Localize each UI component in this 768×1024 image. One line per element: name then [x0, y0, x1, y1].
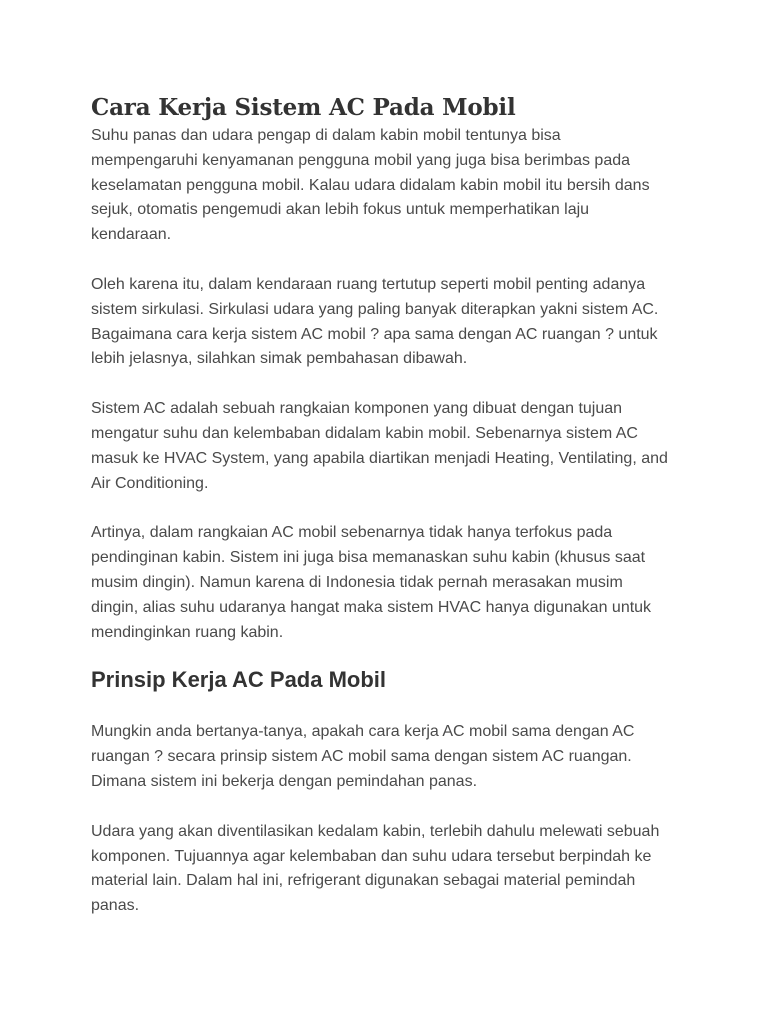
paragraph-spacer — [91, 372, 671, 397]
paragraph-spacer — [91, 795, 671, 820]
paragraph-spacer — [91, 248, 671, 273]
article-title: Cara Kerja Sistem AC Pada Mobil — [91, 94, 516, 121]
section-paragraph-1: Mungkin anda bertanya-tanya, apakah cara kerja AC mobil sama dengan AC ruangan ? secara prinsip sistem AC mobil sama dengan sistem AC ruangan. Dimana sistem ini bekerja dengan pemindahan panas. — [91, 723, 635, 790]
section-heading: Prinsip Kerja AC Pada Mobil — [91, 667, 387, 693]
article — [91, 92, 671, 919]
intro-paragraph-4: Artinya, dalam rangkaian AC mobil sebenarnya tidak hanya terfokus pada pendinginan kabin. Sistem ini juga bisa memanaskan suhu kabin (khusus saat musim dingin). Namun karena di Indonesia tidak pernah merasakan musim dingin, alias suhu udaranya hangat maka sistem HVAC hanya digunakan untuk mendinginkan ruang kabin. — [91, 524, 652, 641]
section-paragraph-2: Udara yang akan diventilasikan kedalam kabin, terlebih dahulu melewati sebuah komponen. Tujuannya agar kelembaban dan suhu udara tersebut berpindah ke material lain. Dalam hal ini, refrigerant digunakan sebagai material pemindah panas. — [91, 822, 660, 915]
intro-paragraph-2: Oleh karena itu, dalam kendaraan ruang tertutup seperti mobil penting adanya sistem sirkulasi. Sirkulasi udara yang paling banyak diterapkan yakni sistem AC. Bagaimana cara kerja sistem AC mobil ? apa sama dengan AC ruangan ? untuk lebih jelasnya, silahkan simak pembahasan dibawah. — [91, 275, 659, 368]
intro-paragraph-3: Sistem AC adalah sebuah rangkaian komponen yang dibuat dengan tujuan mengatur suhu dan kelembaban didalam kabin mobil. Sebenarnya sistem AC masuk ke HVAC System, yang apabila diartikan menjadi Heating, Ventilating, and Air Conditioning. — [91, 400, 668, 492]
intro-paragraph-1: Suhu panas dan udara pengap di dalam kabin mobil tentunya bisa mempengaruhi kenyamanan pengguna mobil yang juga bisa berimbas pada keselamatan pengguna mobil. Kalau udara didalam kabin mobil itu bersih dans sejuk, otomatis pengemudi akan lebih fokus untuk memperhatikan laju kendaraan. — [91, 127, 650, 244]
paragraph-spacer — [91, 496, 671, 521]
